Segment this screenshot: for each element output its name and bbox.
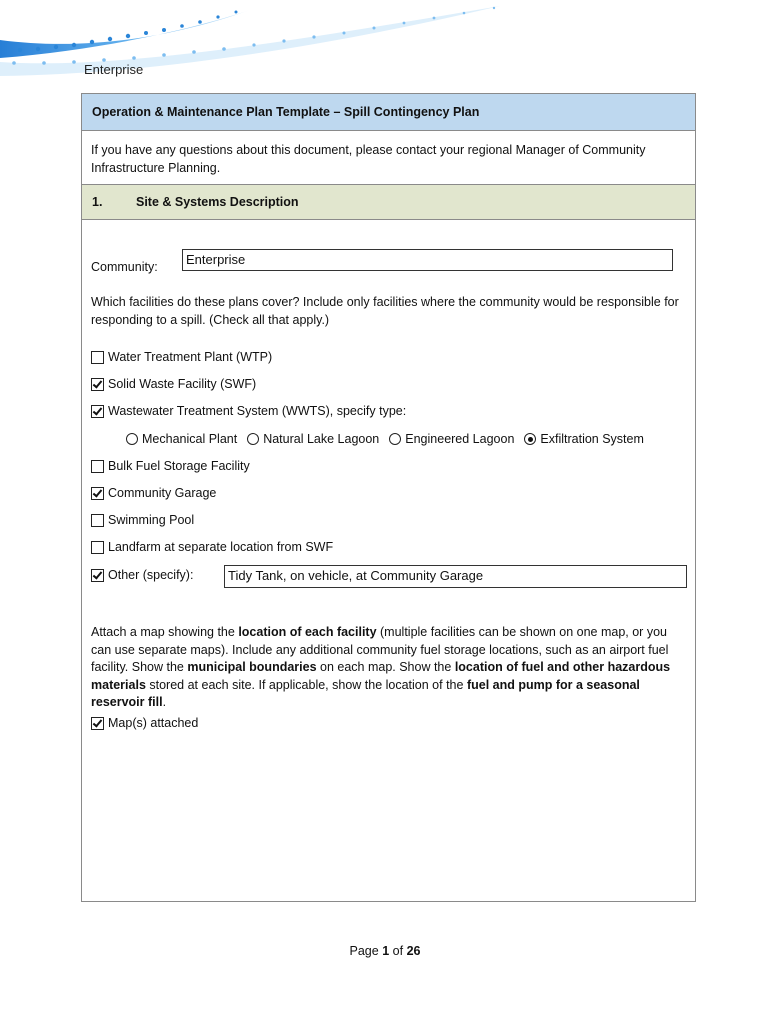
- checkbox-label-swf: Solid Waste Facility (SWF): [108, 377, 257, 391]
- checkbox-landfarm[interactable]: [91, 541, 104, 554]
- map-instruction-text: .: [162, 695, 167, 709]
- page-footer: [0, 944, 770, 958]
- intro-text: If you have any questions about this document, please contact your regional Manager of Community Infrastructure Planning.: [91, 143, 646, 175]
- checkbox-row-map-attached[interactable]: [91, 716, 198, 730]
- checkbox-community-garage[interactable]: [91, 487, 104, 500]
- map-instruction-text: (multiple facilities can be shown on one map, or you can use separate maps). Include any additional community fuel storage locations, such as an airport fuel facility. Show the: [91, 625, 669, 674]
- checkbox-row-wtp[interactable]: [91, 350, 272, 364]
- radio-label: Mechanical Plant: [142, 432, 238, 446]
- radio-option-exfiltration-system[interactable]: [524, 432, 644, 446]
- checkbox-row-wwts[interactable]: [91, 404, 406, 418]
- checkbox-other[interactable]: [91, 569, 104, 582]
- other-specify-input[interactable]: Tidy Tank, on vehicle, at Community Garage: [224, 565, 687, 588]
- map-instruction-emphasis: location of fuel and other hazardous materials: [91, 660, 671, 692]
- checkbox-label-wtp: Water Treatment Plant (WTP): [108, 350, 273, 364]
- facilities-question: Which facilities do these plans cover? Include only facilities where the community would be responsible for responding to a spill. (Check all that apply.): [91, 295, 679, 327]
- page-current: 1: [382, 944, 390, 958]
- community-label: Community:: [91, 260, 158, 274]
- checkbox-label-swimming-pool: Swimming Pool: [108, 513, 195, 527]
- checkbox-row-swf[interactable]: [91, 377, 256, 391]
- radio-engineered-lagoon[interactable]: [389, 433, 401, 445]
- section-number: 1.: [92, 195, 103, 209]
- radio-option-natural-lake-lagoon[interactable]: [247, 432, 379, 446]
- checkbox-row-swimming-pool[interactable]: [91, 513, 194, 527]
- checkbox-label-community-garage: Community Garage: [108, 486, 217, 500]
- form-container: [81, 93, 696, 902]
- checkbox-label-bulk-fuel: Bulk Fuel Storage Facility: [108, 459, 250, 473]
- page-word: Page: [349, 944, 379, 958]
- page-total: 26: [406, 944, 421, 958]
- radio-option-engineered-lagoon[interactable]: [389, 432, 514, 446]
- radio-mechanical-plant[interactable]: [126, 433, 138, 445]
- map-instruction-text: stored at each site. If applicable, show the location of the: [145, 677, 467, 692]
- document-header-community: Enterprise: [84, 62, 144, 77]
- checkbox-row-other[interactable]: [91, 568, 193, 582]
- map-instruction-emphasis: location of each facility: [238, 625, 377, 639]
- checkbox-swimming-pool[interactable]: [91, 514, 104, 527]
- checkbox-label-wwts: Wastewater Treatment System (WWTS), specify type:: [108, 404, 407, 418]
- checkbox-row-community-garage[interactable]: [91, 486, 216, 500]
- radio-exfiltration-system[interactable]: [524, 433, 536, 445]
- form-title: Operation & Maintenance Plan Template – Spill Contingency Plan: [82, 94, 695, 131]
- checkbox-swf[interactable]: [91, 378, 104, 391]
- checkbox-row-bulk-fuel[interactable]: [91, 459, 250, 473]
- checkbox-row-landfarm[interactable]: [91, 540, 333, 554]
- map-instruction-text: on each map. Show the: [316, 660, 455, 674]
- wwts-type-radio-group: [126, 432, 654, 446]
- page-of-word: of: [392, 944, 404, 958]
- radio-label: Engineered Lagoon: [405, 432, 515, 446]
- checkbox-wtp[interactable]: [91, 351, 104, 364]
- radio-label: Natural Lake Lagoon: [263, 432, 380, 446]
- checkbox-label-landfarm: Landfarm at separate location from SWF: [108, 540, 334, 554]
- radio-label: Exfiltration System: [540, 432, 644, 446]
- community-input[interactable]: Enterprise: [182, 249, 673, 271]
- checkbox-label-other: Other (specify):: [108, 568, 194, 582]
- checkbox-wwts[interactable]: [91, 405, 104, 418]
- radio-option-mechanical-plant[interactable]: [126, 432, 237, 446]
- section-header: [82, 184, 695, 220]
- checkbox-map-attached[interactable]: [91, 717, 104, 730]
- checkbox-label-map-attached: Map(s) attached: [108, 716, 199, 730]
- radio-natural-lake-lagoon[interactable]: [247, 433, 259, 445]
- section-title: Site & Systems Description: [136, 195, 299, 209]
- map-instructions: [91, 624, 681, 712]
- map-instruction-emphasis: fuel and pump for a seasonal reservoir fill: [91, 677, 640, 709]
- map-instruction-text: Attach a map showing the: [91, 625, 239, 639]
- map-instruction-emphasis: municipal boundaries: [187, 660, 317, 674]
- checkbox-bulk-fuel[interactable]: [91, 460, 104, 473]
